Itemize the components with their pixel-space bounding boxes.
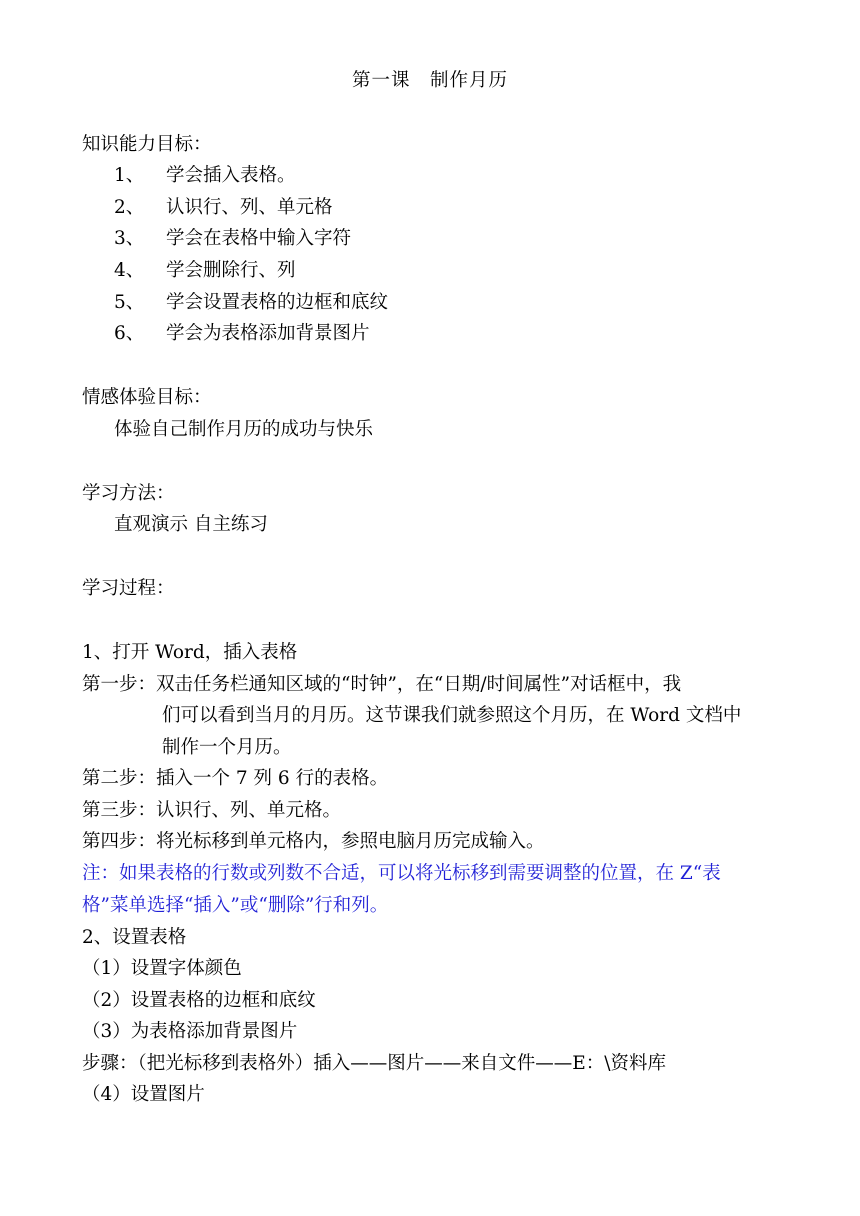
knowledge-item-text: 学会在表格中输入字符 xyxy=(166,228,352,249)
knowledge-item-6 xyxy=(114,322,370,346)
step-1-line-3: 制作一个月历。 xyxy=(162,737,292,758)
emotion-text: 体验自己制作月历的成功与快乐 xyxy=(114,419,374,440)
substep-2: （2）设置表格的边框和底纹 xyxy=(82,990,316,1011)
section-2-heading: 2、设置表格 xyxy=(82,927,187,948)
knowledge-item-text: 认识行、列、单元格 xyxy=(166,197,333,218)
knowledge-item-number: 1、 xyxy=(114,165,145,186)
knowledge-item-1 xyxy=(114,164,296,188)
knowledge-item-number: 5、 xyxy=(114,292,145,313)
substep-1: （1）设置字体颜色 xyxy=(82,958,242,979)
step-1-line-2: 们可以看到当月的月历。这节课我们就参照这个月历，在 Word 文档中 xyxy=(162,705,742,726)
step-3: 第三步：认识行、列、单元格。 xyxy=(82,800,342,821)
section-1-heading: 1、打开 Word，插入表格 xyxy=(82,642,298,663)
substep-4: （4）设置图片 xyxy=(82,1084,205,1105)
knowledge-item-number: 2、 xyxy=(114,197,145,218)
knowledge-item-number: 6、 xyxy=(114,323,145,344)
knowledge-item-4 xyxy=(114,259,296,283)
process-heading: 学习过程： xyxy=(82,578,175,599)
method-text: 直观演示 自主练习 xyxy=(114,514,268,535)
steps-path: 步骤：（把光标移到表格外）插入——图片——来自文件——E：\资料库 xyxy=(82,1053,666,1074)
knowledge-item-text: 学会删除行、列 xyxy=(166,260,296,281)
knowledge-item-text: 学会插入表格。 xyxy=(166,165,296,186)
knowledge-item-number: 3、 xyxy=(114,228,145,249)
step-1-line-1: 第一步：双击任务栏通知区域的“时钟”，在“日期/时间属性”对话框中，我 xyxy=(82,674,682,695)
step-4: 第四步：将光标移到单元格内，参照电脑月历完成输入。 xyxy=(82,831,545,852)
step-2: 第二步：插入一个 7 列 6 行的表格。 xyxy=(82,768,389,789)
knowledge-heading: 知识能力目标： xyxy=(82,134,212,155)
page-title: 第一课 制作月历 xyxy=(351,70,508,91)
note-line-1: 注：如果表格的行数或列数不合适，可以将光标移到需要调整的位置，在 Z“表 xyxy=(82,863,721,884)
knowledge-item-text: 学会为表格添加背景图片 xyxy=(166,323,370,344)
knowledge-item-2 xyxy=(114,196,333,220)
note-line-2: 格”菜单选择“插入”或“删除”行和列。 xyxy=(82,895,389,916)
substep-3: （3）为表格添加背景图片 xyxy=(82,1021,298,1042)
method-heading: 学习方法： xyxy=(82,483,175,504)
knowledge-item-number: 4、 xyxy=(114,260,145,281)
knowledge-item-5 xyxy=(114,291,388,315)
knowledge-item-3 xyxy=(114,227,351,251)
knowledge-item-text: 学会设置表格的边框和底纹 xyxy=(166,292,389,313)
emotion-heading: 情感体验目标： xyxy=(82,387,212,408)
